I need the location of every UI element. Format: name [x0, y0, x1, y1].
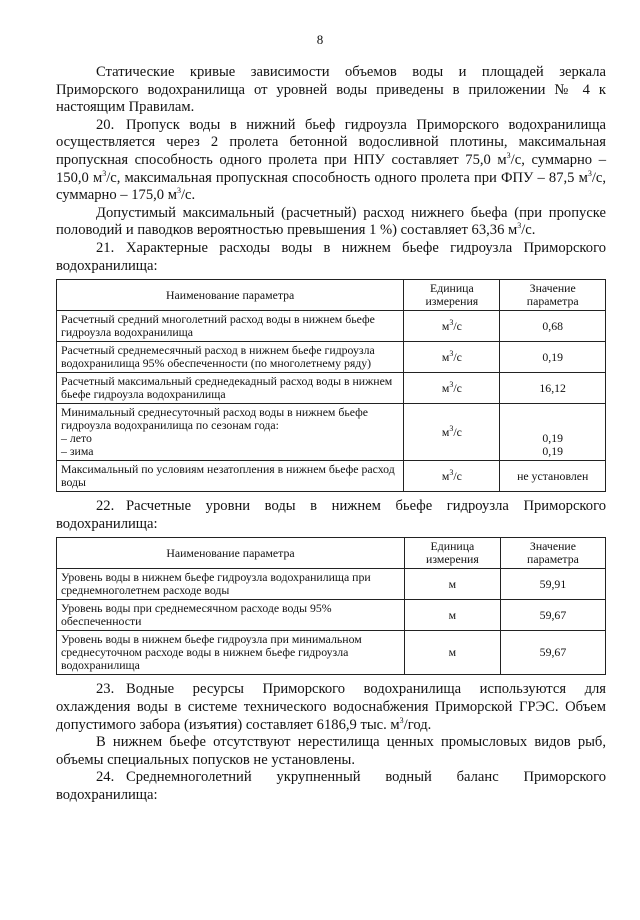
row-unit: $м^3/с$	[404, 373, 500, 404]
row-value: 59,67	[500, 631, 605, 675]
row-parameter-name: Максимальный по условиям незатопления в нижнем бьефе расход воды	[57, 461, 404, 492]
discharge-table	[56, 279, 606, 492]
paragraph-20: 20. Пропуск воды в нижний бьеф гидроузла Приморского водохранилища осуществляется через 2 пролета бетонной водосливной плотины, максимальная пропускная способность одного пролета при НПУ составляет 75,0 $м^3/с$, суммарно – 150,0 $м^3/с$, максимальная пропускная способность одного пролета при ФПУ – 87,5 $м^3/с$, суммарно – 175,0 $м^3/с$.	[56, 116, 606, 204]
water-levels-table	[56, 537, 606, 675]
paragraph-number: 20.	[96, 116, 115, 133]
row-parameter-name: Минимальный среднесуточный расход воды в нижнем бьефе гидроузла водохранилища по сезонам года: – лето – зима	[57, 404, 404, 461]
paragraph-23: 23. Водные ресурсы Приморского водохранилища используются для охлаждения воды в системе технического водоснабжения Приморской ГРЭС. Объем допустимого забора (изъятия) составляет 6186,9 тыс. $м^3$/год.	[56, 681, 606, 733]
paragraph-lower-pool: В нижнем бьефе отсутствуют нерестилища ценных промысловых видов рыб, объемы специальных попусков не установлены.	[56, 734, 606, 768]
row-unit: $м^3/с$	[404, 311, 500, 342]
table-row	[57, 600, 606, 631]
row-value: 0,19 0,19	[500, 404, 606, 461]
row-value: 16,12	[500, 373, 606, 404]
row-unit: м	[404, 600, 500, 631]
row-unit: $м^3/с$	[404, 404, 500, 461]
paragraph-static-curves: Статические кривые зависимости объемов воды и площадей зеркала Приморского водохранилища от уровней воды приведены в приложении № 4 к настоящим Правилам.	[56, 64, 606, 116]
table-row	[57, 404, 606, 461]
header-parameter-name: Наименование параметра	[57, 280, 404, 311]
row-parameter-name: Уровень воды при среднемесячном расходе воды 95% обеспеченности	[57, 600, 405, 631]
paragraph-number: 23.	[96, 681, 115, 698]
row-parameter-name: Уровень воды в нижнем бьефе гидроузла при минимальном среднесуточном расходе воды в нижнем бьефе гидроузла водохранилища	[57, 631, 405, 675]
paragraph-number: 24.	[96, 769, 115, 786]
row-unit: $м^3/с$	[404, 461, 500, 492]
row-value: 59,67	[500, 600, 605, 631]
row-parameter-name: Расчетный максимальный среднедекадный расход воды в нижнем бьефе гидроузла водохранилища	[57, 373, 404, 404]
table-row	[57, 569, 606, 600]
paragraph-allowed-discharge: Допустимый максимальный (расчетный) расход нижнего бьефа (при пропуске половодий и паводков вероятностью превышения 1 %) составляет 63,36 $м^3/с$.	[56, 204, 606, 239]
header-unit: Единица измерения	[404, 538, 500, 569]
table-header-row	[57, 538, 606, 569]
header-unit: Единица измерения	[404, 280, 500, 311]
row-value: 0,68	[500, 311, 606, 342]
header-parameter-name: Наименование параметра	[57, 538, 405, 569]
table-row	[57, 311, 606, 342]
row-unit: м	[404, 631, 500, 675]
table-row	[57, 373, 606, 404]
paragraph-number: 21.	[96, 239, 115, 256]
row-parameter-name: Уровень воды в нижнем бьефе гидроузла водохранилища при среднемноголетнем расходе воды	[57, 569, 405, 600]
header-value: Значение параметра	[500, 280, 606, 311]
table-row	[57, 342, 606, 373]
paragraph-24: 24. Среднемноголетний укрупненный водный баланс Приморского водохранилища:	[56, 769, 606, 803]
paragraph-number: 22.	[96, 498, 115, 515]
table-row	[57, 631, 606, 675]
document-body	[56, 64, 606, 804]
row-value: 59,91	[500, 569, 605, 600]
paragraph-22: 22. Расчетные уровни воды в нижнем бьефе гидроузла Приморского водохранилища:	[56, 498, 606, 532]
table-row	[57, 461, 606, 492]
row-value: 0,19	[500, 342, 606, 373]
header-value: Значение параметра	[500, 538, 605, 569]
row-parameter-name: Расчетный среднемесячный расход в нижнем бьефе гидроузла водохранилища 95% обеспеченности (по многолетнему ряду)	[57, 342, 404, 373]
page-number: 8	[316, 32, 324, 47]
paragraph-21: 21. Характерные расходы воды в нижнем бьефе гидроузла Приморского водохранилища:	[56, 239, 606, 274]
row-value: не установлен	[500, 461, 606, 492]
row-unit: м	[404, 569, 500, 600]
table-header-row	[57, 280, 606, 311]
row-unit: $м^3/с$	[404, 342, 500, 373]
row-parameter-name: Расчетный средний многолетний расход воды в нижнем бьефе гидроузла водохранилища	[57, 311, 404, 342]
